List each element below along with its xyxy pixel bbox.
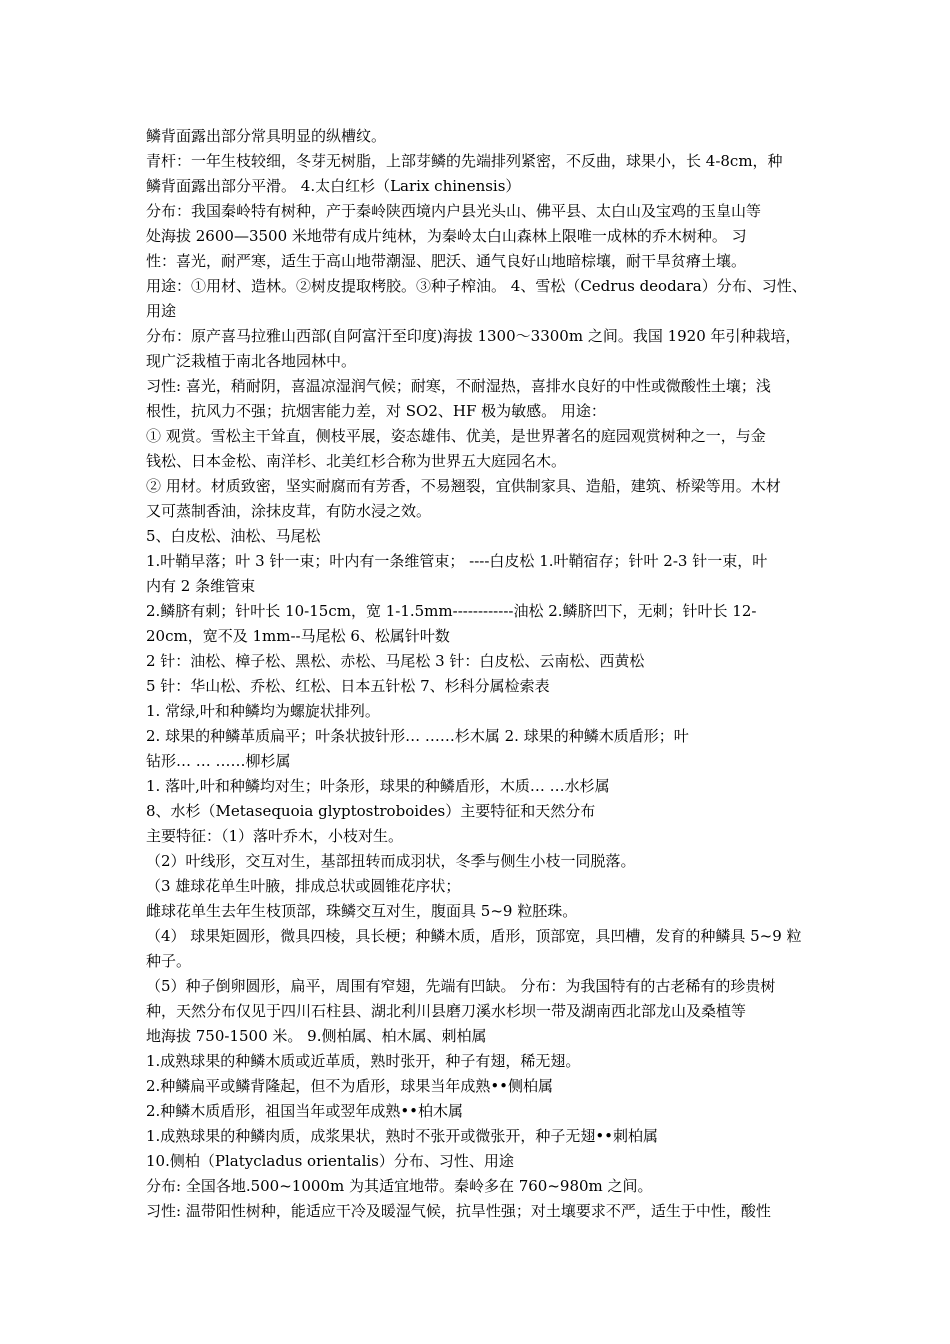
text-line-39: 2.种鳞扁平或鳞背隆起，但不为盾形，球果当年成熟••侧柏属 xyxy=(146,1077,554,1095)
text-line-23: 5 针：华山松、乔松、红松、日本五针松 7、杉科分属检索表 xyxy=(146,677,550,695)
text-line-29: 主要特征：（1）落叶乔木，小枝对生。 xyxy=(146,827,404,845)
text-line-20: 2.鳞脐有刺；针叶长 10-15cm，宽 1-1.5mm------------油松 2.鳞脐凹下，无刺；针叶长 12- xyxy=(146,602,757,620)
text-line-24: 1. 常绿,叶和种鳞均为螺旋状排列。 xyxy=(146,702,380,720)
text-line-14: 钱松、日本金松、南洋杉、北美红杉合称为世界五大庭园名木。 xyxy=(146,452,567,470)
text-line-28: 8、水杉（Metasequoia glyptostroboides）主要特征和天然分布 xyxy=(146,802,596,820)
text-line-13: ① 观赏。雪松主干耸直，侧枝平展，姿态雄伟、优美，是世界著名的庭园观赏树种之一，与金 xyxy=(146,427,766,445)
text-line-7: 用途：①用材、造林。②树皮提取栲胶。③种子榨油。 4、雪松（Cedrus deodara）分布、习性、 xyxy=(146,277,807,295)
text-line-31: （3 雄球花单生叶腋，排成总状或圆锥花序状； xyxy=(146,877,461,895)
text-line-18: 1.叶鞘早落；叶 3 针一束；叶内有一条维管束； ----白皮松 1.叶鞘宿存；针叶 2-3 针一束，叶 xyxy=(146,552,768,570)
text-line-41: 1.成熟球果的种鳞肉质，成浆果状，熟时不张开或微张开，种子无翅••刺柏属 xyxy=(146,1127,659,1145)
text-line-27: 1. 落叶,叶和种鳞均对生；叶条形，球果的种鳞盾形，木质… …水杉属 xyxy=(146,777,610,795)
text-line-6: 性：喜光，耐严寒，适生于高山地带潮湿、肥沃、通气良好山地暗棕壤，耐干旱贫瘠土壤。 xyxy=(146,252,747,270)
text-line-43: 分布: 全国各地.500~1000m 为其适宜地带。秦岭多在 760~980m 之间。 xyxy=(146,1177,653,1195)
text-line-8: 用途 xyxy=(146,302,177,320)
text-line-16: 又可蒸制香油，涂抹皮茸，有防水浸之效。 xyxy=(146,502,432,520)
text-line-34: 种子。 xyxy=(146,952,192,970)
text-line-5: 处海拔 2600—3500 米地带有成片纯林，为秦岭太白山森林上限唯一成林的乔木树种。 习 xyxy=(146,227,747,245)
text-line-17: 5、白皮松、油松、马尾松 xyxy=(146,527,321,545)
text-line-3: 鳞背面露出部分平滑。 4.太白红杉（Larix chinensis） xyxy=(146,177,521,195)
text-line-2: 青杆：一年生枝较细，冬芽无树脂，上部芽鳞的先端排列紧密，不反曲，球果小，长 4-8cm，种 xyxy=(146,152,783,170)
text-line-40: 2.种鳞木质盾形，祖国当年或翌年成熟••柏木属 xyxy=(146,1102,464,1120)
text-line-26: 钻形… … ……柳杉属 xyxy=(146,752,291,770)
text-line-1: 鳞背面露出部分常具明显的纵槽纹。 xyxy=(146,127,387,145)
text-line-12: 根性，抗风力不强；抗烟害能力差，对 SO2、HF 极为敏感。 用途： xyxy=(146,402,606,420)
text-line-19: 内有 2 条维管束 xyxy=(146,577,256,595)
text-line-37: 地海拔 750-1500 米。 9.侧柏属、柏木属、刺柏属 xyxy=(146,1027,487,1045)
text-line-11: 习性: 喜光，稍耐阴，喜温凉湿润气候；耐寒，不耐湿热，喜排水良好的中性或微酸性土壤；浅 xyxy=(146,377,771,395)
text-line-44: 习性: 温带阳性树种，能适应干冷及暖湿气候，抗旱性强；对土壤要求不严，适生于中性，酸性 xyxy=(146,1202,771,1220)
text-line-10: 现广泛栽植于南北各地园林中。 xyxy=(146,352,357,370)
text-line-30: （2）叶线形，交互对生，基部扭转而成羽状，冬季与侧生小枝一同脱落。 xyxy=(146,852,636,870)
text-line-35: （5）种子倒卵圆形，扁平，周围有窄翅，先端有凹缺。 分布：为我国特有的古老稀有的珍贵树 xyxy=(146,977,776,995)
text-line-33: （4） 球果矩圆形，微具四棱，具长梗；种鳞木质，盾形，顶部宽，具凹槽，发育的种鳞具 5~9 粒 xyxy=(146,927,802,945)
text-line-38: 1.成熟球果的种鳞木质或近革质，熟时张开，种子有翅，稀无翅。 xyxy=(146,1052,581,1070)
text-line-4: 分布：我国秦岭特有树种，产于秦岭陕西境内户县光头山、佛平县、太白山及宝鸡的玉皇山等 xyxy=(146,202,762,220)
text-line-32: 雌球花单生去年生枝顶部，珠鳞交互对生，腹面具 5~9 粒胚珠。 xyxy=(146,902,578,920)
text-line-22: 2 针：油松、樟子松、黑松、赤松、马尾松 3 针：白皮松、云南松、西黄松 xyxy=(146,652,645,670)
text-line-36: 种，天然分布仅见于四川石柱县、湖北利川县磨刀溪水杉坝一带及湖南西北部龙山及桑植等 xyxy=(146,1002,747,1020)
text-line-25: 2. 球果的种鳞革质扁平；叶条状披针形… ……杉木属 2. 球果的种鳞木质盾形；叶 xyxy=(146,727,689,745)
text-line-15: ② 用材。材质致密，坚实耐腐而有芳香，不易翘裂，宜供制家具、造船，建筑、桥梁等用。木材 xyxy=(146,477,781,495)
text-line-21: 20cm，宽不及 1mm--马尾松 6、松属针叶数 xyxy=(146,627,450,645)
text-line-42: 10.侧柏（Platycladus orientalis）分布、习性、用途 xyxy=(146,1152,514,1170)
text-line-9: 分布：原产喜马拉雅山西部(自阿富汗至印度)海拔 1300～3300m 之间。我国 1920 年引种栽培， xyxy=(146,327,801,345)
